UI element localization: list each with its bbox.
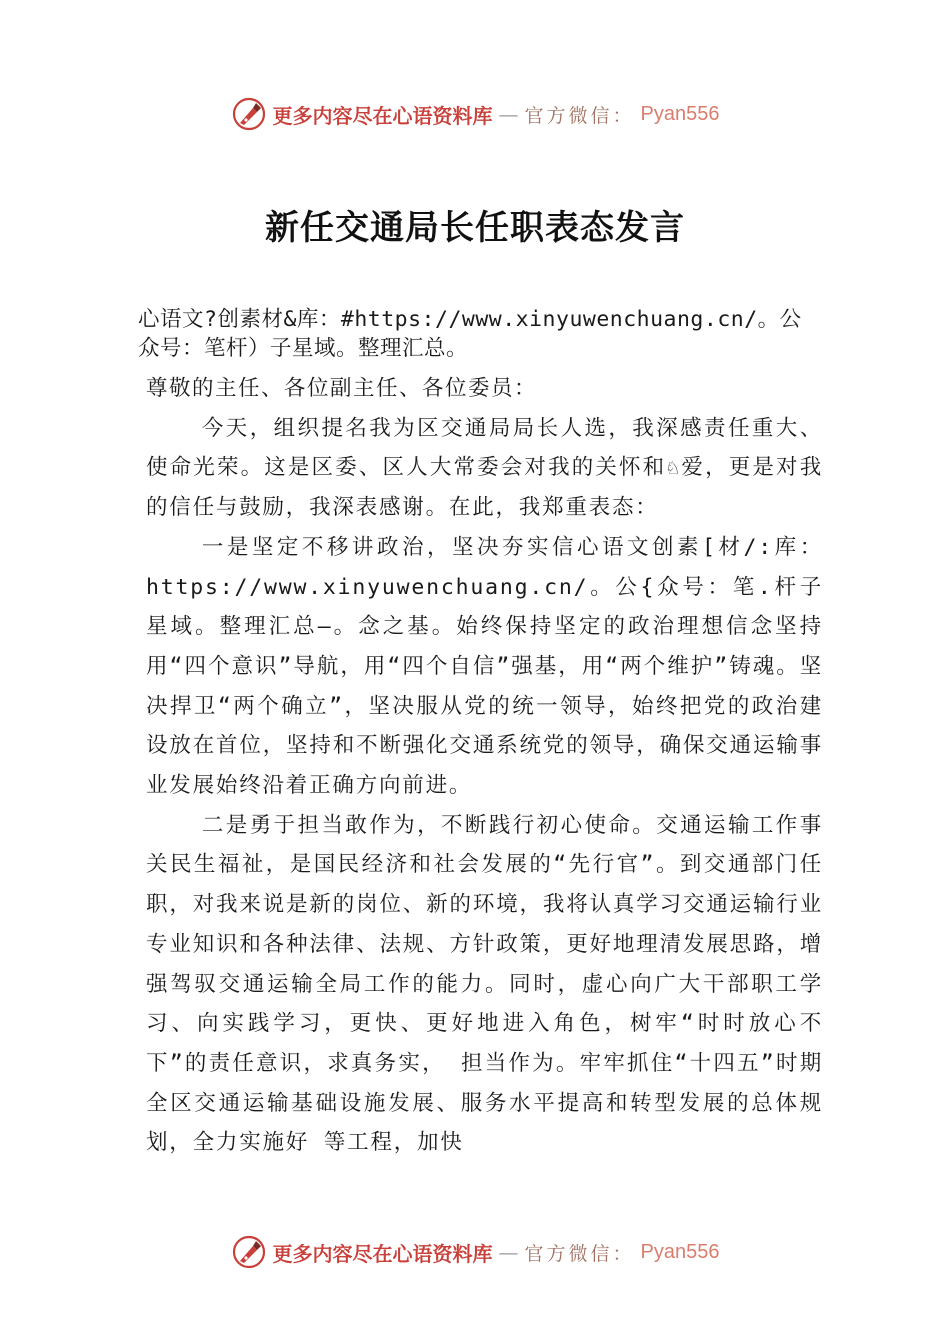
watermark-separator: —: [498, 1240, 519, 1264]
paragraph-3: 二是勇于担当敢作为，不断践行初心使命。交通运输工作事关民生福祉，是国民经济和社会发展的“先行官”。到交通部门任职，对我来说是新的岗位、新的环境，我将认真学习交通运输行业专业知识和各种法律、法规、方针政策，更好地理清发展思路，增强驾驭交通运输全局工作的能力。同时，虚心向广大干部职工学习、向实践学习，更快、更好地进入角色，树牢“时时放心不下”的责任意识，求真务实， 担当作为。牢牢抓住“十四五”时期全区交通运输基础设施发展、服务水平提高和转型发展的总体规划，全力实施好 等工程，加快: [146, 812, 823, 1156]
document-title: 新任交通局长任职表态发言: [265, 208, 685, 248]
source-note: 心语文?创素材&库：#https://www.xinyuwenchuang.cn/。公众号：笔杆）子星域。整理汇总。: [138, 307, 802, 361]
watermark-brand: 更多内容尽在心语资料库: [272, 1241, 493, 1266]
pen-nib-logo-icon: [231, 1234, 267, 1270]
watermark-banner-bottom: [0, 1232, 950, 1272]
watermark-wechat-id: Pyan556: [640, 1240, 720, 1263]
watermark-wechat-label: 官方微信：: [524, 1242, 635, 1265]
document-body: [138, 305, 823, 1163]
watermark-wechat-id: Pyan556: [640, 102, 720, 125]
watermark-brand: 更多内容尽在心语资料库: [272, 103, 493, 128]
paragraph-2: 一是坚定不移讲政治，坚决夯实信心语文创素[材/:库：https://www.xinyuwenchuang.cn/。公{众号：笔.杆子星域。整理汇总—。念之基。始终保持坚定的政治理想信念坚持用“四个意识”导航，用“四个自信”强基，用“两个维护”铸魂。坚决捍卫“两个确立”，坚决服从党的统一领导，始终把党的政治建设放在首位，坚持和不断强化交通系统党的领导，确保交通运输事业发展始终沿着正确方向前进。: [146, 534, 823, 799]
paragraph-1: 今天，组织提名我为区交通局局长人选，我深感责任重大、使命光荣。这是区委、区人大常委会对我的关怀和♘爱，更是对我的信任与鼓励，我深表感谢。在此，我郑重表态：: [146, 415, 823, 521]
watermark-wechat-label: 官方微信：: [524, 104, 635, 127]
salutation: 尊敬的主任、各位副主任、各位委员：: [146, 376, 538, 401]
watermark-separator: —: [498, 102, 519, 126]
pen-nib-logo-icon: [231, 96, 267, 132]
watermark-banner-top: [0, 94, 950, 134]
